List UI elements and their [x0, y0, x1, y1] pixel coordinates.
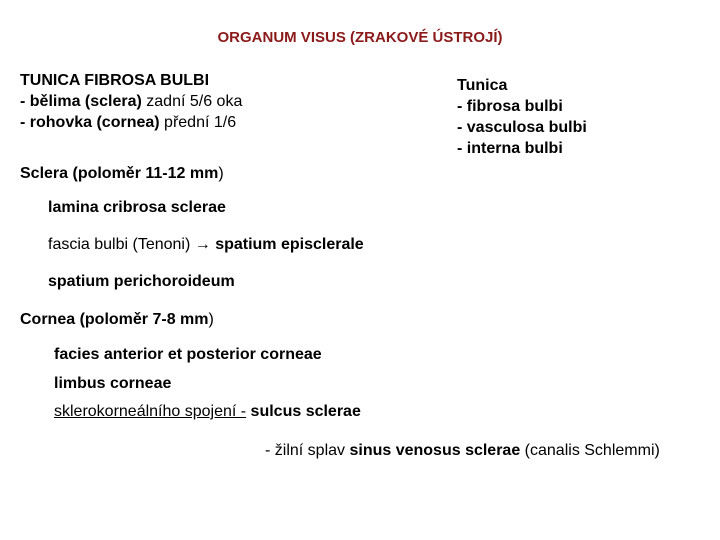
sklerokorneal-text: sklerokorneálního spojení -: [54, 403, 247, 420]
fascia-bulbi-line: [48, 234, 364, 255]
facies-line: facies anterior et posterior corneae: [54, 346, 322, 363]
sinus-venosus-sclerae: sinus venosus sclerae: [349, 442, 521, 459]
sulcus-sclerae: sulcus sclerae: [246, 403, 361, 420]
tunica-fibrosa-heading: TUNICA FIBROSA BULBI: [20, 72, 210, 89]
sclera-heading-text: Sclera (poloměr 11-12 mm: [20, 165, 219, 182]
sclera-heading-close: ): [218, 165, 224, 182]
canalis-schlemmi: (canalis Schlemmi): [520, 442, 660, 459]
sinus-venosus-line: [265, 440, 660, 461]
sclera-fraction-line: [20, 91, 242, 112]
line2-prefix: - rohovka: [20, 114, 97, 131]
line1-term: (sclera): [84, 93, 142, 110]
sclera-heading: [20, 163, 224, 184]
tunica-layer-item: - fibrosa bulbi: [457, 98, 563, 115]
sinus-prefix: - žilní splav: [265, 442, 350, 459]
sulcus-line: [54, 401, 361, 422]
tunica-fibrosa-block: [20, 70, 242, 133]
line1-prefix: - bělima: [20, 93, 85, 110]
tunica-layer-item: - interna bulbi: [457, 140, 563, 157]
cornea-heading-close: ): [208, 311, 214, 328]
spatium-perichoroideum-line: spatium perichoroideum: [48, 273, 235, 290]
tunica-layer-item: - vasculosa bulbi: [457, 119, 587, 136]
lamina-cribrosa-line: lamina cribrosa sclerae: [48, 199, 226, 216]
line2-term: (cornea): [96, 114, 160, 131]
line1-suffix: zadní 5/6 oka: [141, 93, 243, 110]
spatium-episclerale: spatium episclerale: [215, 236, 364, 253]
fascia-text: fascia bulbi (Tenoni) →: [48, 236, 216, 253]
cornea-fraction-line: [20, 112, 242, 133]
tunica-layers-block: [457, 75, 587, 159]
cornea-heading-text: Cornea (poloměr 7-8 mm: [20, 311, 209, 328]
line2-suffix: přední 1/6: [159, 114, 237, 131]
page-title: ORGANUM VISUS (ZRAKOVÉ ÚSTROJÍ): [217, 29, 503, 46]
cornea-heading: [20, 309, 214, 330]
limbus-line: limbus corneae: [54, 375, 172, 392]
tunica-layers-heading: Tunica: [457, 77, 508, 94]
